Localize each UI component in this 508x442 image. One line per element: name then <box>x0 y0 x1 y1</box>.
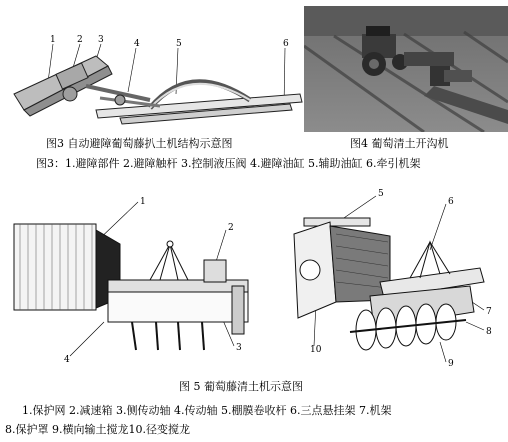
fig3-label-1: 1 <box>50 35 56 45</box>
fig3-label-4: 4 <box>134 39 140 49</box>
figure5-legend-line1: 1.保护网 2.减速箱 3.侧传动轴 4.传动轴 5.棚膜卷收杆 6.三点悬挂架 7.机架 <box>22 404 392 417</box>
fig3-label-6: 6 <box>283 39 289 49</box>
figure3-legend: 图3：1.避障部件 2.避障触杆 3.控制液压阀 4.避障油缸 5.辅助油缸 6.牵引机架 <box>36 157 421 170</box>
fig5b-label-7: 7 <box>486 307 492 317</box>
figure5-side-view <box>0 190 266 364</box>
figure4-photo <box>304 6 508 132</box>
fig3-label-3: 3 <box>98 35 104 45</box>
figure5-caption: 图 5 葡萄藤清土机示意图 <box>179 380 303 393</box>
figure5-legend-line2: 8.保护罩 9.横向输土搅龙10.径变搅龙 <box>5 423 190 436</box>
fig5a-label-1: 1 <box>140 197 146 207</box>
figure3-drawing <box>0 8 304 130</box>
fig3-label-5: 5 <box>176 39 182 49</box>
figure4-caption: 图4 葡萄清土开沟机 <box>350 137 449 150</box>
fig5b-label-9: 9 <box>448 359 454 368</box>
figure3-caption: 图3 自动避障葡萄藤扒土机结构示意图 <box>46 137 233 150</box>
fig5a-label-2: 2 <box>228 223 234 233</box>
fig5b-label-10: 10 <box>310 345 322 355</box>
fig5a-label-4: 4 <box>64 355 70 364</box>
fig3-label-2: 2 <box>77 35 83 45</box>
fig5b-label-5: 5 <box>378 189 384 199</box>
fig5b-label-6: 6 <box>448 197 454 207</box>
fig5a-label-3: 3 <box>236 343 242 353</box>
fig5b-label-8: 8 <box>486 327 492 337</box>
figure5-perspective-view <box>270 182 508 368</box>
